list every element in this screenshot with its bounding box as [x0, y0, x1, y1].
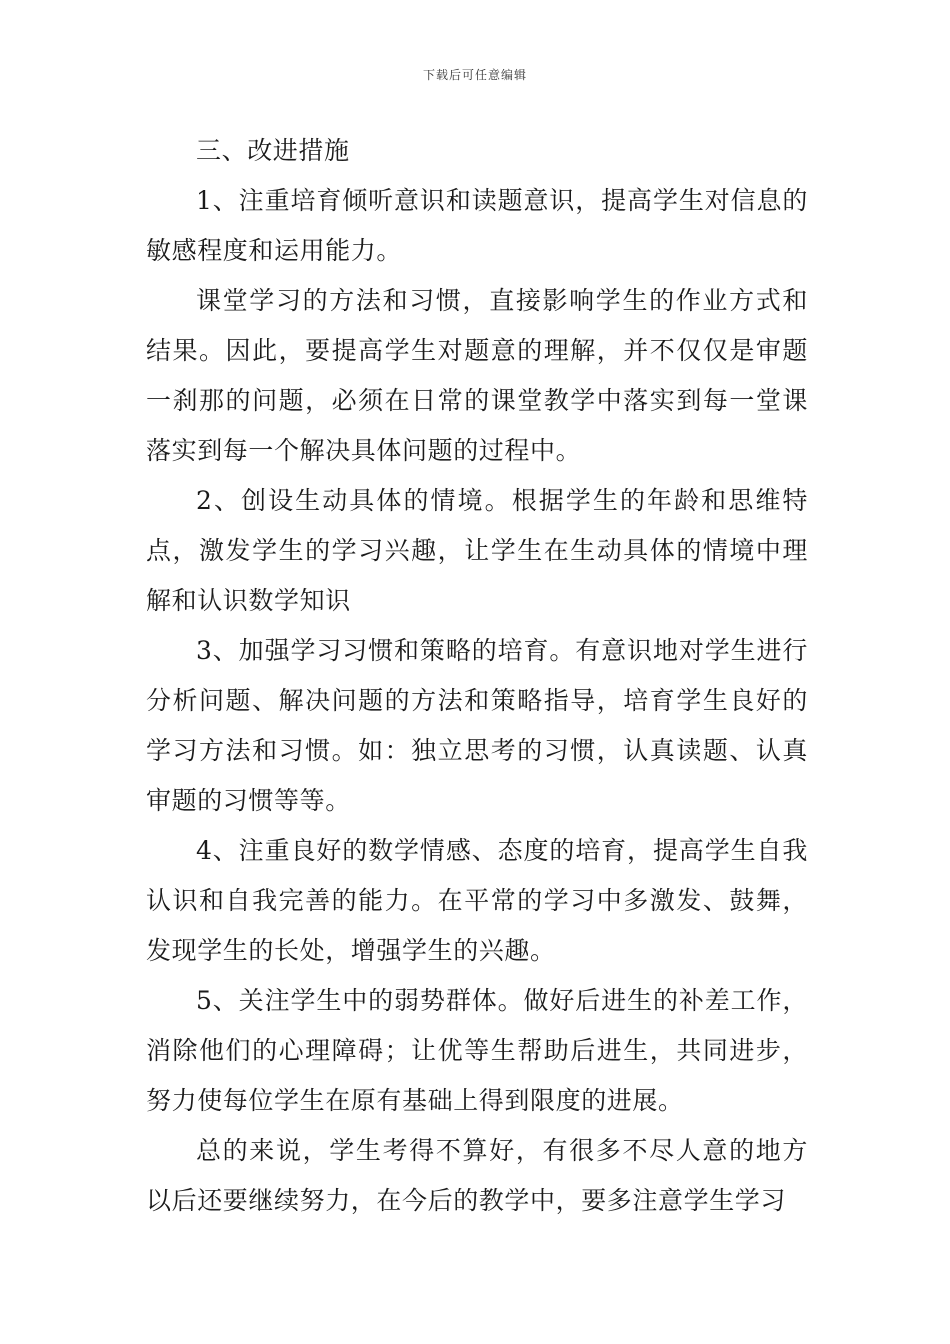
paragraph-7: 总的来说，学生考得不算好，有很多不尽人意的地方以后还要继续努力，在今后的教学中，要多注意学生学习 — [146, 1136, 808, 1215]
paragraph-6: 5、关注学生中的弱势群体。做好后进生的补差工作，消除他们的心理障碍；让优等生帮助后进生，共同进步，努力使每位学生在原有基础上得到限度的进展。 — [146, 986, 808, 1115]
paragraph-1: 1、注重培育倾听意识和读题意识，提高学生对信息的敏感程度和运用能力。 — [146, 186, 808, 265]
section-heading: 三、改进措施 — [196, 136, 350, 165]
paragraph-3: 2、创设生动具体的情境。根据学生的年龄和思维特点，激发学生的学习兴趣，让学生在生动具体的情境中理解和认识数学知识 — [146, 486, 808, 615]
paragraph-2: 课堂学习的方法和习惯，直接影响学生的作业方式和结果。因此，要提高学生对题意的理解，并不仅仅是审题一刹那的问题，必须在日常的课堂教学中落实到每一堂课落实到每一个解决具体问题的过程中。 — [146, 286, 808, 465]
page-header-note: 下载后可任意编辑 — [422, 68, 527, 82]
paragraph-4: 3、加强学习习惯和策略的培育。有意识地对学生进行分析问题、解决问题的方法和策略指导，培育学生良好的学习方法和习惯。如：独立思考的习惯，认真读题、认真审题的习惯等等。 — [146, 636, 808, 815]
paragraph-5: 4、注重良好的数学情感、态度的培育，提高学生自我认识和自我完善的能力。在平常的学习中多激发、鼓舞，发现学生的长处，增强学生的兴趣。 — [146, 836, 808, 965]
document-body — [146, 126, 808, 1226]
